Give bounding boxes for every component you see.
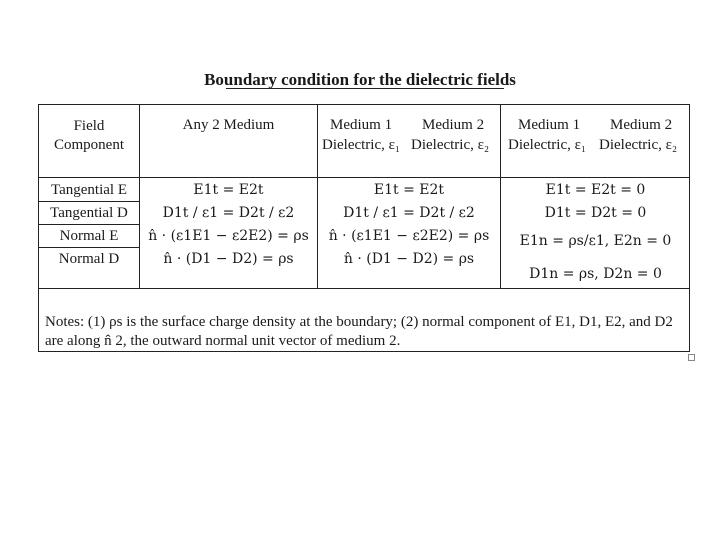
row-divider — [38, 201, 139, 202]
header-dielectric2: Dielectric, ε₂ — [599, 137, 678, 153]
resize-handle-icon — [688, 354, 695, 361]
eq-diel-normal-e: n̂ · (ε1E1 − ε2E2) = ρs — [328, 228, 490, 244]
row-label-normal-d: Normal D — [58, 251, 120, 267]
header-any-medium: Any 2 Medium — [182, 117, 275, 133]
eq-any-tangential-e: E1t = E2t — [193, 182, 264, 198]
table-title: Boundary condition for the dielectric fields — [204, 70, 516, 89]
header-medium2: Medium 2 — [610, 117, 673, 133]
eq-diel-tangential-e: E1t = E2t — [373, 182, 445, 198]
body-divider — [38, 288, 690, 289]
eq-diel-tangential-d: D1t / ε1 = D2t / ε2 — [343, 205, 475, 221]
title-underline — [226, 88, 504, 89]
notes-line-2: are along n̂ 2, the outward normal unit vector of medium 2. — [45, 333, 401, 349]
eq-any-normal-e: n̂ · (ε1E1 − ε2E2) = ρs — [148, 228, 309, 244]
row-divider — [38, 224, 139, 225]
eq-cond-normal-d: D1n = ρs, D2n = 0 — [529, 266, 662, 282]
header-dielectric1: Dielectric, ε₁ — [322, 137, 401, 153]
header-component: Component — [54, 137, 124, 153]
header-medium1: Medium 1 — [518, 117, 581, 133]
row-divider — [38, 247, 139, 248]
eq-diel-normal-d: n̂ · (D1 − D2) = ρs — [343, 251, 475, 267]
header-dielectric1: Dielectric, ε₁ — [508, 137, 587, 153]
eq-cond-tangential-e: E1t = E2t = 0 — [545, 182, 646, 198]
header-field: Field — [73, 118, 105, 134]
notes-block — [45, 313, 675, 351]
header-divider — [38, 177, 690, 178]
row-label-normal-e: Normal E — [59, 228, 119, 244]
eq-cond-normal-e: E1n = ρs/ε1, E2n = 0 — [519, 233, 672, 249]
notes-line-1: Notes: (1) ρs is the surface charge density at the boundary; (2) normal component of E1, D1, E2, and D2 — [45, 314, 673, 330]
row-label-tangential-d: Tangential D — [50, 205, 128, 221]
header-dielectric2: Dielectric, ε₂ — [411, 137, 490, 153]
eq-any-tangential-d: D1t / ε1 = D2t / ε2 — [162, 205, 295, 221]
header-medium1: Medium 1 — [330, 117, 393, 133]
row-label-tangential-e: Tangential E — [50, 182, 127, 198]
eq-cond-tangential-d: D1t = D2t = 0 — [544, 205, 647, 221]
header-medium2: Medium 2 — [422, 117, 485, 133]
eq-any-normal-d: n̂ · (D1 − D2) = ρs — [163, 251, 294, 267]
